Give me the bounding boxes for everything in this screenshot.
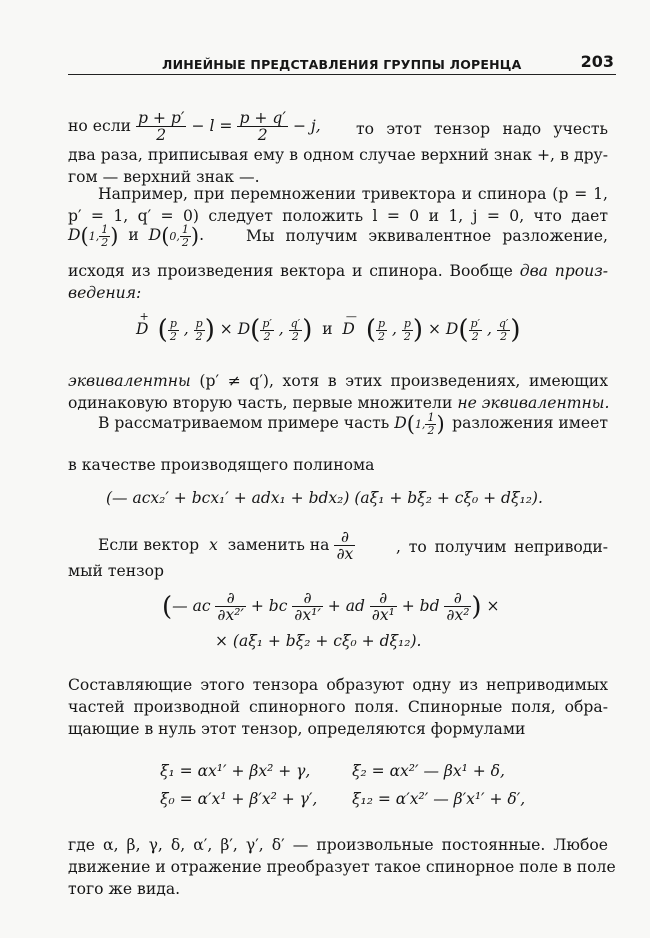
paragraph-line: гом — верхний знак —. [68, 168, 260, 186]
paragraph-line: щающие в нуль этот тензор, определяются формулами [68, 720, 526, 738]
running-header [68, 50, 616, 75]
paragraph-line: одинаковую вторую часть, первые множители не эквивалентны. [68, 394, 610, 412]
display-equation: D+ ( $\frac{p}{2}$ , $\frac{p}{2}$ ) × D( $\frac{p'}{2}$ , $\frac{q'}{2}$ ) и D— ( $\frac{p}{2}$ , $\frac{p}{2}$ ) × D( $\frac{p'}{2}$ , $\frac{q'}{2}$ ) [136, 310, 521, 346]
paragraph-line: исходя из произведения вектора и спинора. Вообще два произ- [68, 262, 608, 280]
paragraph-line: но если $\frac{p + p'}{2}$ − l = $\frac{p + q'}{2}$ − j, [68, 109, 321, 145]
paragraph-line: то этот тензор надо учесть [356, 120, 608, 138]
paragraph-line: p′ = 1, q′ = 0) следует положить l = 0 и 1, j = 0, что дает [68, 207, 608, 225]
display-equation: × (aξ₁ + bξ₂ + cξ₀ + dξ₁₂). [215, 632, 422, 650]
display-equation: ξ₀ = α′x¹ + β′x² + γ′, [160, 790, 318, 808]
paragraph-line: где α, β, γ, δ, α′, β′, γ′, δ′ — произвольные постоянные. Любое [68, 836, 608, 854]
paragraph-line: два раза, приписывая ему в одном случае верхний знак +, в дру- [68, 146, 608, 164]
paragraph-line: мый тензор [68, 562, 165, 580]
fraction: $\frac{p + q'}{2}$ [239, 109, 286, 145]
page-number: 203 [580, 52, 614, 71]
display-equation: ξ₂ = αx²′ — βx¹ + δ, [352, 762, 505, 780]
paragraph-line: в качестве производящего полинома [68, 456, 375, 474]
display-equation: ξ₁₂ = α′x²′ — β′x¹′ + δ′, [352, 790, 526, 808]
display-equation: ξ₁ = αx¹′ + βx² + γ, [160, 762, 311, 780]
paragraph-line: ведения: [68, 284, 142, 302]
paragraph-line: движение и отражение преобразует такое спинорное поле в поле [68, 858, 616, 876]
paragraph-line: Мы получим эквивалентное разложение, [246, 227, 608, 245]
paragraph-line: частей производной спинорного поля. Спинорные поля, обра- [68, 698, 608, 716]
paragraph-line: Составляющие этого тензора образуют одну из неприводимых [68, 676, 608, 694]
display-equation: (— ac $\frac{\partial}{\text{∂x²′}}$ + bc $\frac{\partial}{\text{∂x¹′}}$ + ad $\frac{\partial}{\text{∂x¹}}$ + bd $\frac{\partial}{\text{∂x²}}$ ) × [162, 589, 500, 625]
paragraph-line: эквивалентны (p′ ≠ q′), хотя в этих произведениях, имеющих [68, 372, 608, 390]
paragraph-line: Если вектор x заменить на $\frac{\partial}{\partial x}$ , то получим неприводи- [98, 528, 608, 564]
running-title: ЛИНЕЙНЫЕ ПРЕДСТАВЛЕНИЯ ГРУППЫ ЛОРЕНЦА [162, 57, 522, 72]
paragraph-line: Например, при перемножении тривектора и спинора (p = 1, [98, 185, 608, 203]
fraction: $\frac{p + p'}{2}$ [137, 109, 185, 145]
paragraph-line: D(1, $\frac{1}{2}$ ) и D(0, $\frac{1}{2}$ ). [68, 223, 205, 249]
paragraph-line: В рассматриваемом примере часть D(1, $\frac{1}{2}$ ) разложения имеет [98, 411, 608, 437]
display-equation: (— acx₂′ + bcx₁′ + adx₁ + bdx₂) (aξ₁ + bξ₂ + cξ₀ + dξ₁₂). [106, 489, 543, 507]
paragraph-line: того же вида. [68, 880, 181, 898]
